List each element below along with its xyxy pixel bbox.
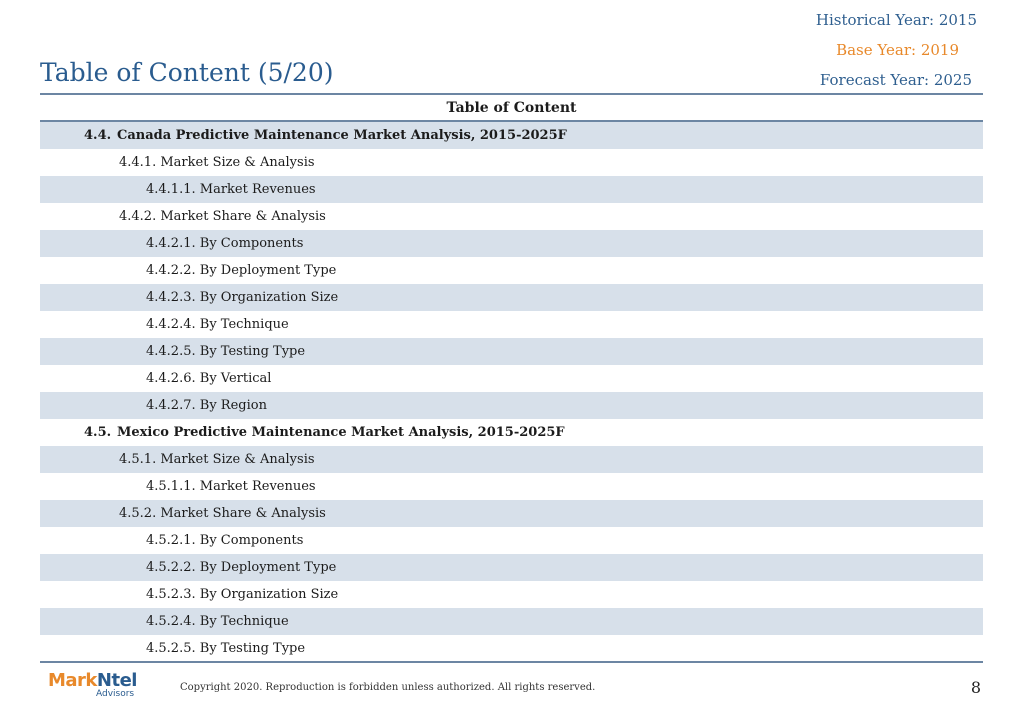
toc-text: By Vertical (199, 371, 272, 386)
markntel-logo (48, 672, 137, 699)
toc-text: By Deployment Type (199, 263, 337, 278)
toc-row (40, 257, 983, 284)
toc-text: Market Revenues (199, 182, 316, 197)
toc-row (40, 473, 983, 500)
toc-row (40, 284, 983, 311)
logo-mark-text: Mark (48, 670, 97, 691)
toc-number: 4.5.2.1. (146, 533, 196, 548)
toc-row (40, 581, 983, 608)
toc-text: Mexico Predictive Maintenance Market Analysis, 2015-2025F (117, 425, 565, 440)
toc-number: 4.4.1. (119, 155, 157, 170)
toc-text: By Components (199, 236, 304, 251)
toc-entry (40, 500, 983, 527)
toc-number: 4.5. (84, 425, 112, 440)
toc-entry (40, 581, 983, 608)
toc-entry (40, 311, 983, 338)
toc-number: 4.5.2.3. (146, 587, 196, 602)
page-number: 8 (970, 678, 981, 697)
toc-number: 4.4.2.2. (146, 263, 196, 278)
toc-text: Market Revenues (199, 479, 316, 494)
toc-number: 4.4.2.1. (146, 236, 196, 251)
toc-row (40, 121, 983, 149)
toc-entry (40, 257, 983, 284)
toc-number: 4.4.1.1. (146, 182, 196, 197)
page-title: Table of Content (5/20) (40, 58, 334, 87)
toc-row (40, 554, 983, 581)
toc-entry (40, 446, 983, 473)
toc-entry (40, 338, 983, 365)
toc-table (40, 95, 983, 662)
toc-number: 4.5.2.4. (146, 614, 196, 629)
toc-row (40, 635, 983, 662)
toc-row (40, 446, 983, 473)
toc-text: Market Share & Analysis (160, 506, 326, 521)
toc-number: 4.5.2.5. (146, 641, 196, 656)
toc-number: 4.4.2.6. (146, 371, 196, 386)
copyright-notice: Copyright 2020. Reproduction is forbidden unless authorized. All rights reserved. (180, 682, 596, 693)
toc-entry (40, 121, 983, 149)
toc-number: 4.4.2.3. (146, 290, 196, 305)
toc-text: Market Size & Analysis (160, 452, 315, 467)
toc-row (40, 500, 983, 527)
toc-text: By Organization Size (199, 290, 339, 305)
toc-row (40, 365, 983, 392)
toc-row (40, 176, 983, 203)
bottom-divider (40, 661, 983, 663)
toc-entry (40, 392, 983, 419)
toc-text: By Testing Type (199, 344, 306, 359)
toc-entry (40, 176, 983, 203)
historical-year: Historical Year: 2015 (815, 11, 977, 29)
toc-header-row (40, 95, 983, 121)
toc-entry (40, 284, 983, 311)
toc-text: Market Size & Analysis (160, 155, 315, 170)
toc-text: Canada Predictive Maintenance Market Analysis, 2015-2025F (117, 128, 567, 143)
toc-row (40, 527, 983, 554)
toc-text: By Components (199, 533, 304, 548)
toc-row (40, 149, 983, 176)
toc-number: 4.4.2.7. (146, 398, 196, 413)
forecast-year: Forecast Year: 2025 (819, 71, 972, 89)
toc-text: By Technique (199, 614, 289, 629)
toc-row (40, 230, 983, 257)
toc-entry (40, 230, 983, 257)
toc-text: By Deployment Type (199, 560, 337, 575)
toc-row (40, 203, 983, 230)
toc-row (40, 392, 983, 419)
toc-number: 4.4. (84, 128, 112, 143)
toc-row (40, 311, 983, 338)
toc-entry (40, 149, 983, 176)
toc-text: By Region (199, 398, 267, 413)
toc-entry (40, 608, 983, 635)
toc-entry (40, 365, 983, 392)
toc-number: 4.4.2.4. (146, 317, 196, 332)
toc-number: 4.4.2. (119, 209, 157, 224)
toc-entry (40, 473, 983, 500)
base-year: Base Year: 2019 (836, 41, 959, 59)
toc-row (40, 419, 983, 446)
toc-number: 4.4.2.5. (146, 344, 196, 359)
toc-row (40, 608, 983, 635)
toc-text: By Testing Type (199, 641, 306, 656)
toc-number: 4.5.1. (119, 452, 157, 467)
toc-number: 4.5.1.1. (146, 479, 196, 494)
toc-entry (40, 203, 983, 230)
toc-number: 4.5.2.2. (146, 560, 196, 575)
toc-number: 4.5.2. (119, 506, 157, 521)
toc-text: Market Share & Analysis (160, 209, 326, 224)
toc-text: By Organization Size (199, 587, 339, 602)
logo-ntel-text: Ntel (96, 670, 137, 691)
toc-entry (40, 635, 983, 662)
toc-text: By Technique (199, 317, 289, 332)
toc-row (40, 338, 983, 365)
toc-entry (40, 527, 983, 554)
logo-subtitle: Advisors (96, 689, 135, 699)
toc-header: Table of Content (40, 95, 983, 121)
toc-entry (40, 554, 983, 581)
toc-entry (40, 419, 983, 446)
